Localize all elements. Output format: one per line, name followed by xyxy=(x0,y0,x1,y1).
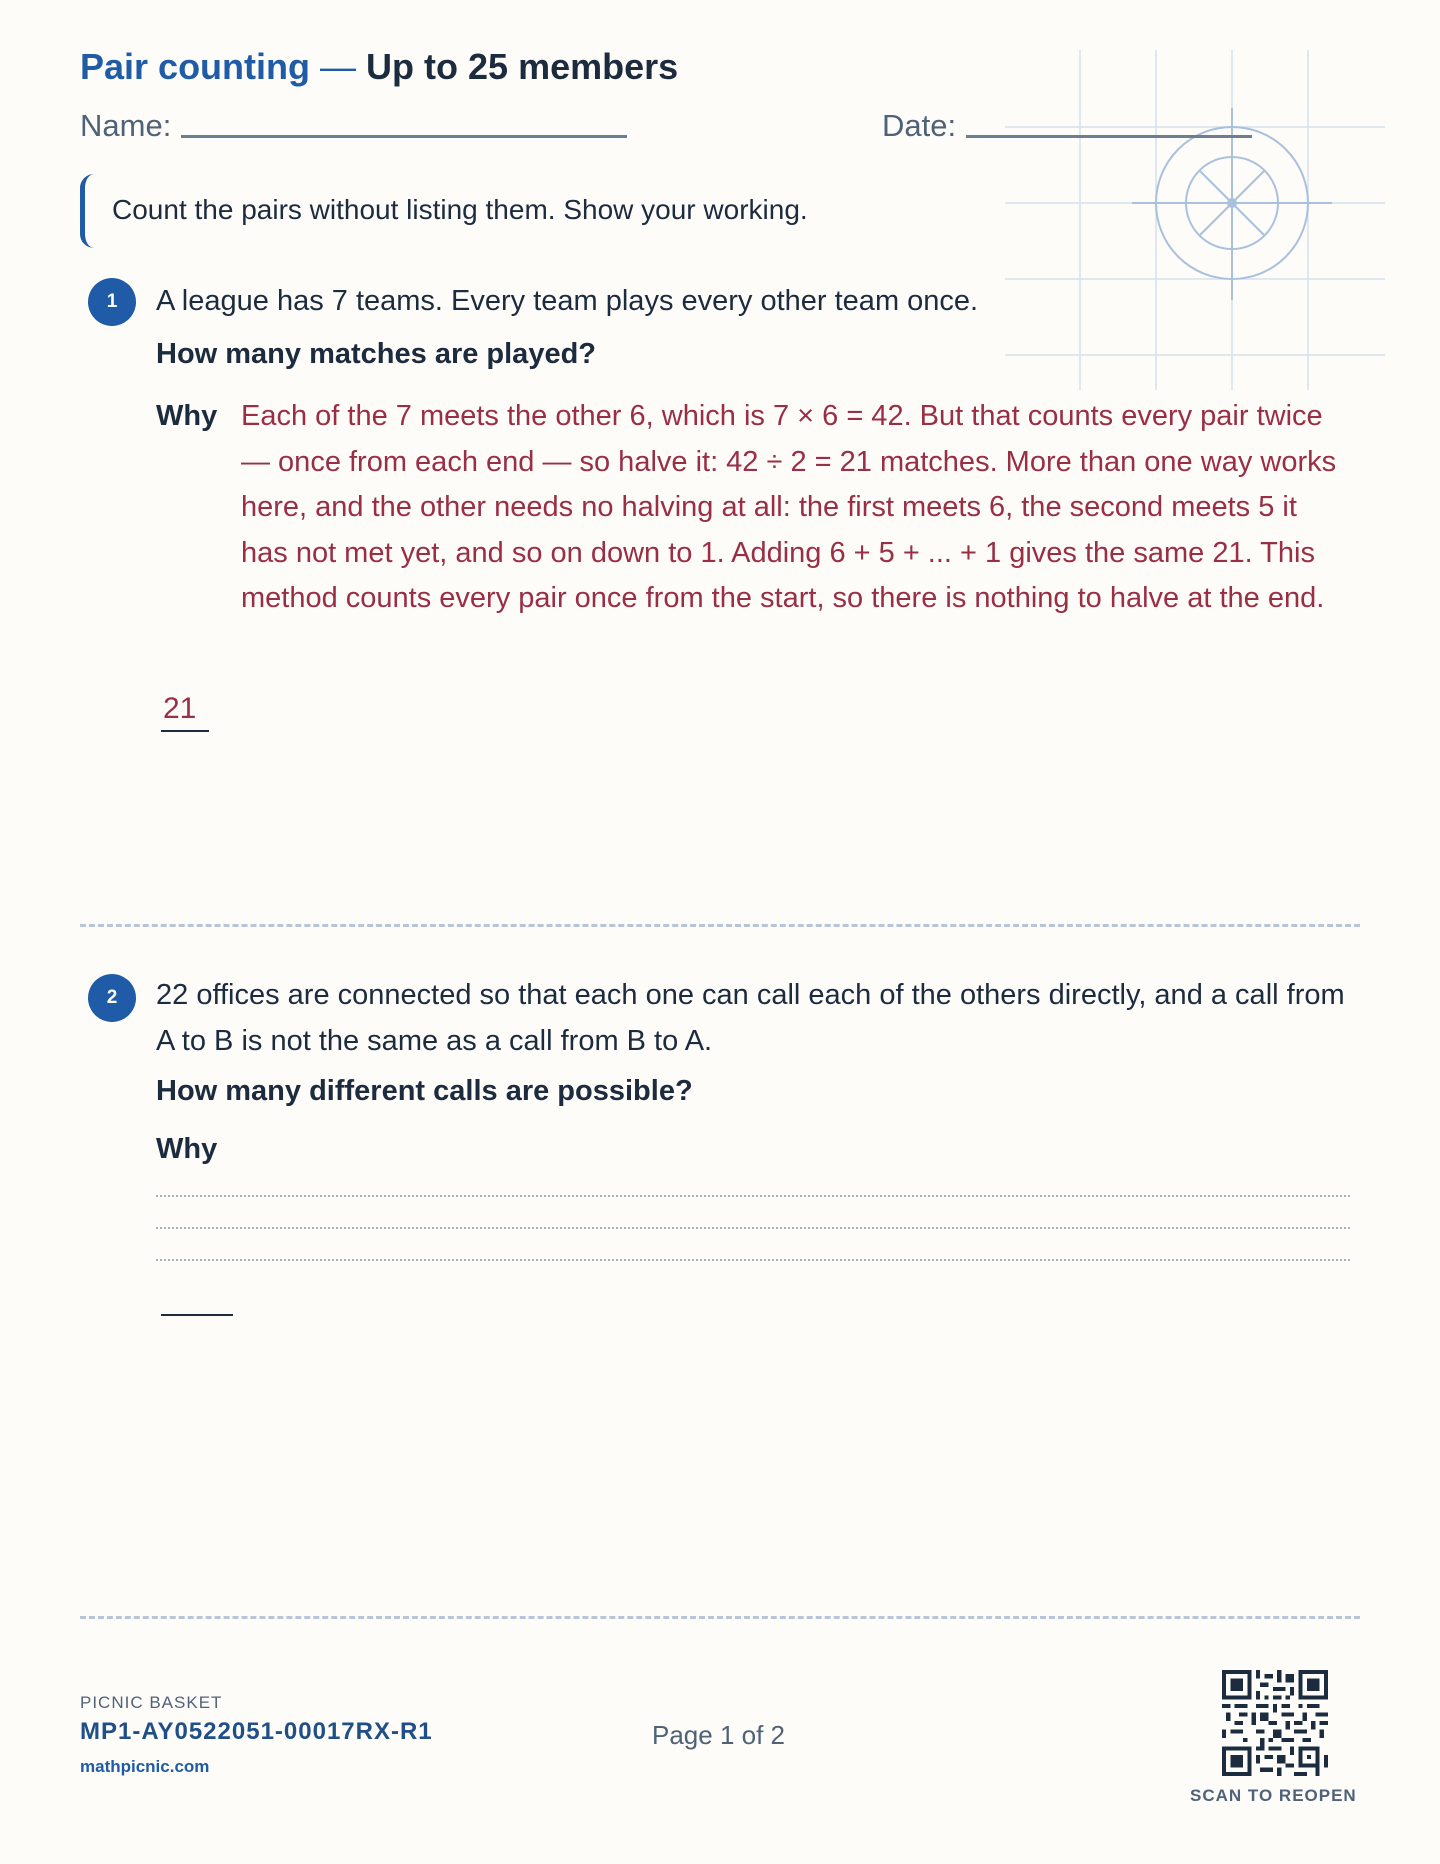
target-decoration-icon xyxy=(1000,50,1390,390)
qr-caption: SCAN TO REOPEN xyxy=(1190,1786,1357,1805)
instructions-box xyxy=(80,174,980,248)
page-indicator: Page 1 of 2 xyxy=(652,1720,785,1750)
question-prompt: How many matches are played? xyxy=(156,338,596,370)
footer-divider xyxy=(80,1616,1360,1619)
date-line[interactable] xyxy=(966,135,1252,138)
name-label: Name: xyxy=(80,108,172,143)
footer-code: MP1-AY0522051-00017RX-R1 xyxy=(80,1718,433,1745)
instructions-bracket xyxy=(80,174,97,248)
footer-site-link[interactable]: mathpicnic.com xyxy=(80,1757,210,1776)
date-label: Date: xyxy=(882,108,957,143)
date-field[interactable] xyxy=(882,108,1252,144)
working-line[interactable] xyxy=(156,1259,1350,1261)
footer-brand: PICNIC BASKET xyxy=(80,1693,223,1712)
question-prompt: How many different calls are possible? xyxy=(156,1075,693,1107)
why-label: Why xyxy=(156,1133,218,1165)
title-separator: — xyxy=(320,46,357,87)
section-divider xyxy=(80,924,1360,927)
answer-field[interactable] xyxy=(161,1314,233,1316)
working-line[interactable] xyxy=(156,1195,1350,1197)
name-field[interactable] xyxy=(80,108,627,144)
working-line[interactable] xyxy=(156,1227,1350,1229)
why-label: Why xyxy=(156,400,218,432)
title-accent: Pair counting xyxy=(80,46,311,87)
question-text: A league has 7 teams. Every team plays every other team once. xyxy=(156,285,979,317)
title-main: Up to 25 members xyxy=(366,46,679,87)
instructions-text: Count the pairs without listing them. Show your working. xyxy=(112,194,808,225)
question-text: 22 offices are connected so that each one can call each of the others directly, and a call from A to B is not the same as a call from B to A. xyxy=(156,979,1345,1057)
answer-field[interactable]: 21 xyxy=(161,692,209,732)
why-answer-text: Each of the 7 meets the other 6, which is 7 × 6 = 42. But that counts every pair twice — once from each end — so halve it: 42 ÷ 2 = 21 matches. More than one way works here, and the other needs no halving at all: the first meets 6, the second meets 5 it has not met yet, and so on down to 1. Adding 6 + 5 + ... + 1 gives the same 21. This method counts every pair once from the start, so there is nothing to halve at the end. xyxy=(241,400,1337,614)
name-line[interactable] xyxy=(181,135,627,138)
qr-code-icon[interactable] xyxy=(1222,1670,1328,1776)
page-title xyxy=(80,46,678,88)
question-number-badge: 1 xyxy=(88,278,136,326)
question-number-badge: 2 xyxy=(88,974,136,1022)
